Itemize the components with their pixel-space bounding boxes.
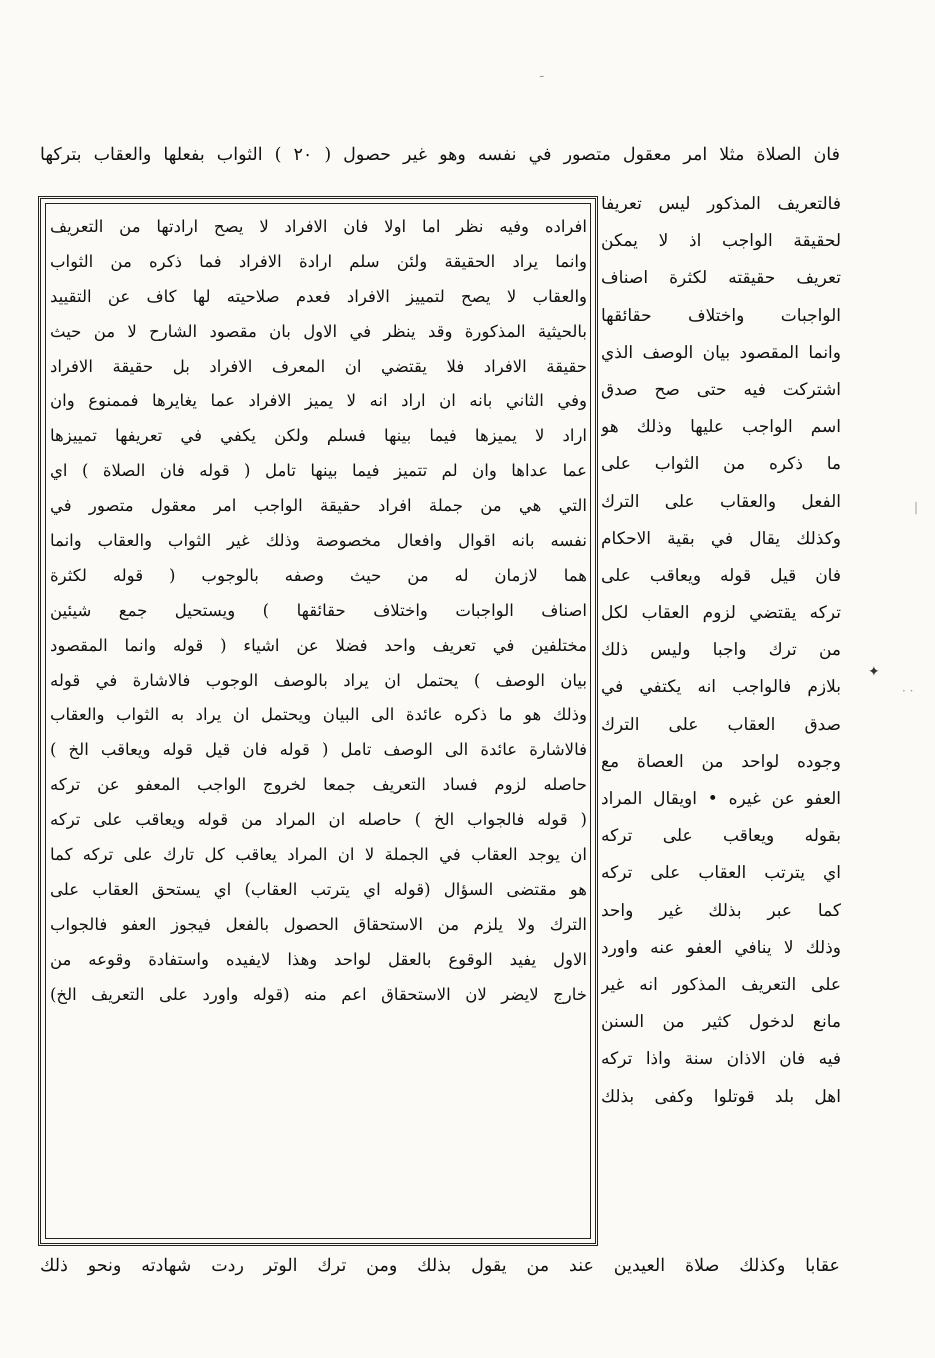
bottom-text-line: عقابا وكذلك صلاة العيدين عند من يقول بذلك ومن ترك الوتر ردت شهادته ونحو ذلك [40,1256,840,1276]
margin-text-line: ما ذكره من الثواب على [601,454,841,475]
commentary-text-line: وذلك هو ما ذكره عائدة الى البيان ويحتمل ان يراد به الثواب والعقاب [50,705,587,725]
commentary-text-line: الاول يفيد الوقوع بالعقل لواحد وهذا لايفيده واستفادة وقوعه من [50,949,587,969]
commentary-text-block [50,210,587,1012]
margin-text-line: كما عبر بذلك غير واحد [601,900,841,921]
commentary-text-line: وفي الثاني بانه ان اراد انه لا يميز الافراد عما يغايرها فممنوع وان [50,391,587,411]
margin-text-line: وانما المقصود بيان الوصف الذي [601,342,841,363]
commentary-text-line: والعقاب لا يصح لتمييز الافراد فعدم صلاحيته لها كاف عن التقييد [50,286,587,306]
commentary-text-line: هو مقتضى السؤال (قوله اي يترتب العقاب) اي يستحق العقاب على [50,879,587,899]
margin-text-line: وذلك لا ينافي العفو عنه واورد [601,937,841,958]
margin-text-line: بقوله ويعاقب على تركه [601,826,841,847]
side-tick-mark: | [914,500,919,514]
commentary-text-line: افراده وفيه نظر اما اولا فان الافراد لا يصح ارادتها من التعريف [50,217,587,236]
commentary-text-line: بالحيثية المذكورة وقد ينظر في الاول بان مقصود الشارح لا من حيث [50,321,587,341]
commentary-text-line: هما لازمان له من حيث وصفه بالوجوب ( قوله لكثرة [50,565,587,585]
commentary-text-line: الترك ولا يلزم من الاستحقاق الحصول بالفعل فيجوز العفو فالجواب [50,914,587,934]
margin-text-line: اسم الواجب عليها وذلك هو [601,417,841,438]
margin-text-line: الفعل والعقاب على الترك [601,491,841,512]
commentary-text-line: عما عداها وان لم تتميز فيما بينها تامل ( قوله فان الصلاة ) اي [50,461,587,481]
margin-text-line: وكذلك يقال في بقية الاحكام [601,528,841,549]
margin-text-line: على التعريف المذكور انه غير [601,974,841,995]
commentary-text-line: التي هي من جملة افراد حقيقة الواجب امر معقول متصور في [50,496,587,516]
commentary-text-line: بيان الوصف ) يحتمل ان يراد بالوصف الوجوب فالاشارة في قوله [50,670,587,690]
commentary-text-line: ( قوله فالجواب الخ ) حاصله ان المراد من قوله ويعاقب على تركه [50,810,587,830]
margin-text-line: فان قيل قوله ويعاقب على [601,565,841,586]
margin-text-line: تركه يقتضي لزوم العقاب لكل [601,603,841,624]
commentary-text-line: حاصله لزوم فساد التعريف جمعا لخروج الواجب المعفو عن تركه [50,775,587,795]
margin-text-line: اشتركت فيه حتى صح صدق [601,379,841,400]
commentary-text-line: وانما يراد الحقيقة ولئن سلم ارادة الافراد فما ذكره من الثواب [50,251,587,271]
top-text-line: فان الصلاة مثلا امر معقول متصور في نفسه وهو غير حصول ( ٢٠ ) الثواب بفعلها والعقاب بتركها [40,145,840,165]
margin-text-line: فيه فان الاذان سنة واذا تركه [601,1049,841,1070]
margin-text-line: الواجبات واختلاف حقائقها [601,305,841,326]
side-dots-mark: · · [902,684,914,698]
margin-text-line: وجوده لواحد من العصاة مع [601,751,841,772]
commentary-text-line: ان يوجد العقاب في الجملة لا ان المراد يعاقب كل تارك على تركه كما [50,845,587,865]
margin-text-column [601,186,841,1116]
commentary-text-line: فالاشارة عائدة الى الوصف تامل ( قوله فان قيل قوله ويعاقب الخ ) [50,740,587,760]
commentary-text-line: اصناف الواجبات واختلاف حقائقها ) ويستحيل جمع شيئين [50,600,587,620]
margin-text-line: اهل بلد قوتلوا وكفى بذلك [601,1086,841,1107]
margin-text-line: تعريف حقيقته لكثرة اصناف [601,268,841,289]
asterisk-mark: ✦ [868,664,880,680]
margin-text-line: اي يترتب العقاب على تركه [601,863,841,884]
top-tick-mark: ـ [540,66,544,80]
margin-text-line: بلازم فالواجب انه يكتفي في [601,677,841,698]
margin-text-line: مانع لدخول كثير من السنن [601,1012,841,1033]
commentary-text-line: حقيقة الافراد فلا يقتضي ان المعرف الافراد بل حقيقة الافراد [50,356,587,376]
commentary-text-line: خارج لايضر لان الاستحقاق اعم منه (قوله واورد على التعريف الخ) [50,984,587,1004]
margin-text-line: العفو عن غيره • اويقال المراد [601,789,841,809]
commentary-text-line: نفسه بانه اقوال وافعال مخصوصة وذلك غير الثواب والعقاب وانما [50,531,587,551]
commentary-text-line: اراد لا يميزها فيما بينها فسلم ولكن يكفي في تعريفها تمييزها [50,426,587,446]
margin-text-line: من ترك واجبا وليس ذلك [601,640,841,661]
commentary-text-line: مختلفين في تعريف واحد فضلا عن اشياء ( قوله وانما المقصود [50,635,587,655]
margin-text-line: لحقيقة الواجب اذ لا يمكن [601,231,841,252]
margin-text-line: صدق العقاب على الترك [601,714,841,735]
margin-text-line: فالتعريف المذكور ليس تعريفا [601,194,841,214]
